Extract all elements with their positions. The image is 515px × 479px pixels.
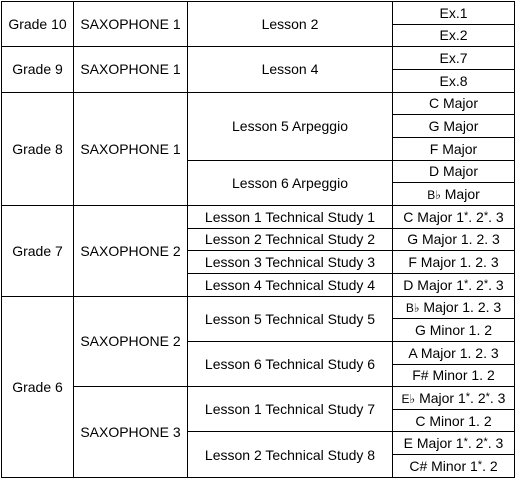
- asterisk: *: [483, 209, 489, 222]
- scale-cell: D Major: [393, 160, 515, 183]
- asterisk: *: [477, 459, 483, 472]
- lesson-cell: Lesson 2: [188, 2, 393, 47]
- grade-cell: Grade 8: [2, 92, 74, 205]
- asterisk: *: [463, 436, 468, 449]
- lesson-cell: Lesson 2 Technical Study 8: [188, 432, 393, 478]
- scale-text: Major: [440, 186, 480, 203]
- scale-cell: A Major 1. 2. 3: [393, 341, 515, 364]
- lesson-cell: Lesson 4 Technical Study 4: [188, 273, 393, 296]
- grade-cell: Grade 10: [2, 2, 74, 47]
- book-cell: SAXOPHONE 3: [74, 387, 188, 478]
- scale-cell: G Major 1. 2. 3: [393, 228, 515, 251]
- grade-cell: Grade 7: [2, 205, 74, 296]
- asterisk: *: [483, 436, 488, 449]
- flat-note: B♭: [405, 301, 420, 316]
- lesson-cell: Lesson 1 Technical Study 1: [188, 205, 393, 228]
- lesson-cell: Lesson 6 Arpeggio: [188, 160, 393, 205]
- table-row: [2, 47, 515, 70]
- lesson-cell: Lesson 6 Technical Study 6: [188, 341, 393, 386]
- scale-cell: [393, 183, 515, 206]
- book-cell: SAXOPHONE 1: [74, 92, 188, 205]
- exercise-cell: Ex.8: [393, 69, 515, 92]
- scale-cell: B♭ Major 1. 2. 3: [393, 296, 515, 319]
- scale-cell: C Major 1*. 2*. 3: [393, 205, 515, 228]
- grade-cell: Grade 6: [2, 296, 74, 477]
- book-cell: SAXOPHONE 2: [74, 205, 188, 296]
- flat-note: B♭: [427, 188, 441, 203]
- grade-cell: Grade 9: [2, 47, 74, 92]
- lesson-cell: Lesson 3 Technical Study 3: [188, 251, 393, 274]
- scale-cell: E♭ Major 1*. 2*. 3: [393, 387, 515, 410]
- scale-cell: C Minor 1. 2: [393, 409, 515, 432]
- exercise-cell: Ex.1: [393, 2, 515, 25]
- scale-cell: D Major 1*. 2*. 3: [393, 273, 515, 296]
- book-cell: SAXOPHONE 2: [74, 296, 188, 387]
- lesson-cell: Lesson 5 Arpeggio: [188, 92, 393, 160]
- scale-cell: C# Minor 1*. 2: [393, 455, 515, 478]
- scale-cell: E Major 1*. 2*. 3: [393, 432, 515, 455]
- lesson-cell: Lesson 5 Technical Study 5: [188, 296, 393, 341]
- lesson-cell: Lesson 2 Technical Study 2: [188, 228, 393, 251]
- lesson-schedule-table: [1, 1, 515, 478]
- asterisk: *: [463, 209, 469, 222]
- table-row: [2, 2, 515, 25]
- asterisk: *: [485, 390, 490, 403]
- scale-cell: F Major 1. 2. 3: [393, 251, 515, 274]
- table-row: [2, 387, 515, 410]
- exercise-cell: Ex.2: [393, 24, 515, 47]
- asterisk: *: [463, 277, 469, 290]
- scale-cell: C Major: [393, 92, 515, 115]
- table-row: [2, 296, 515, 319]
- scale-cell: F Major: [393, 137, 515, 160]
- flat-note: E♭: [401, 391, 416, 406]
- scale-cell: G Minor 1. 2: [393, 319, 515, 342]
- scale-cell: F# Minor 1. 2: [393, 364, 515, 387]
- lesson-cell: Lesson 1 Technical Study 7: [188, 387, 393, 432]
- asterisk: *: [483, 277, 489, 290]
- exercise-cell: Ex.7: [393, 47, 515, 70]
- table-row: [2, 92, 515, 115]
- table-row: [2, 205, 515, 228]
- asterisk: *: [465, 390, 471, 403]
- book-cell: SAXOPHONE 1: [74, 2, 188, 47]
- book-cell: SAXOPHONE 1: [74, 47, 188, 92]
- scale-cell: G Major: [393, 115, 515, 138]
- lesson-cell: Lesson 4: [188, 47, 393, 92]
